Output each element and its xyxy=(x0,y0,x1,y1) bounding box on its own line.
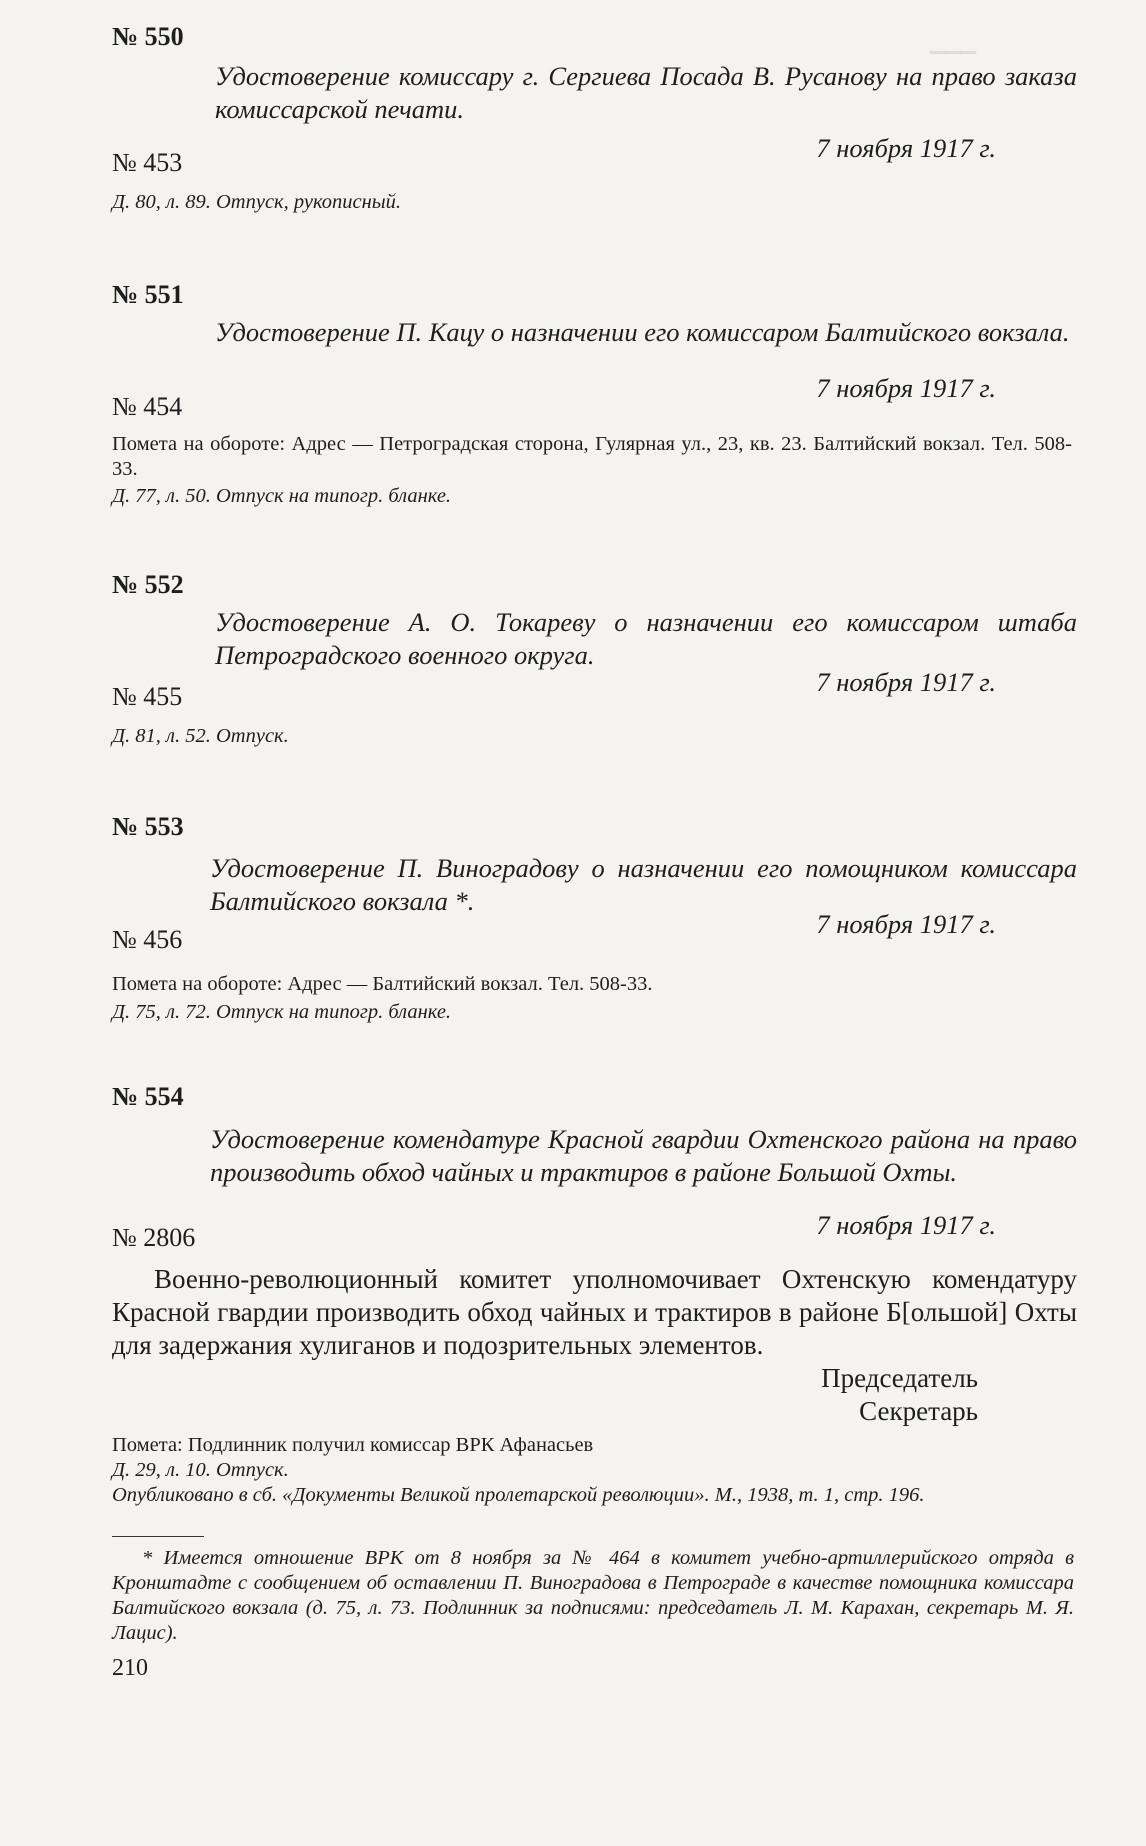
document-number: № 553 xyxy=(112,812,184,841)
signature-secretary: Секретарь xyxy=(859,1396,978,1426)
document-number: № 554 xyxy=(112,1082,184,1111)
document-date: 7 ноября 1917 г. xyxy=(816,909,996,939)
document-title: Удостоверение комендатуре Красной гвардии Охтенского района на право производить обход чайных и трактиров в районе Большой Охты. xyxy=(210,1124,1077,1187)
reverse-side-note: Помета на обороте: Адрес — Петроградская сторона, Гулярная ул., 23, кв. 23. Балтийский вокзал. Тел. 508-33. xyxy=(112,433,1072,480)
publication-note: Опубликовано в сб. «Документы Великой пролетарской революции». М., 1938, т. 1, стр. 196. xyxy=(112,1484,925,1506)
document-title: Удостоверение А. О. Токареву о назначении его комиссаром штаба Петроградского военного округа. xyxy=(215,607,1077,670)
document-sub-number: № 455 xyxy=(112,682,183,711)
archive-note: Д. 77, л. 50. Отпуск на типогр. бланке. xyxy=(112,485,452,507)
document-number: № 550 xyxy=(112,22,184,51)
document-date: 7 ноября 1917 г. xyxy=(816,1210,996,1240)
document-title: Удостоверение П. Кацу о назначении его комиссаром Балтийского вокзала. xyxy=(215,317,1070,347)
footnote-rule xyxy=(112,1536,204,1537)
document-title: Удостоверение комиссару г. Сергиева Посада В. Русанову на право заказа комиссарской печати. xyxy=(215,61,1077,124)
bleed-through-mark: ▁▁▁ xyxy=(930,32,977,54)
signature-chairman: Председатель xyxy=(821,1363,978,1393)
document-number: № 552 xyxy=(112,570,184,599)
document-title: Удостоверение П. Виноградову о назначении его помощником комиссара Балтийского вокзала *. xyxy=(210,853,1077,916)
document-number: № 551 xyxy=(112,280,184,309)
footnote: * Имеется отношение ВРК от 8 ноября за № 464 в комитет учебно-артиллерийского отряда в Кронштадте с сообщением об оставлении П. Виноградова в Петрограде в качестве помощника комиссара Балтийского вокзала (д. 75, л. 73. Подлинник за подписями: председатель Л. М. Карахан, секретарь М. Я. Лацис). xyxy=(112,1547,1074,1644)
page-number: 210 xyxy=(112,1655,148,1681)
archive-note: Д. 81, л. 52. Отпуск. xyxy=(112,725,289,747)
document-body: Военно-революционный комитет уполномочивает Охтенскую комендатуру Красной гвардии производить обход чайных и трактиров в районе Б[ольшой] Охты для задержания хулиганов и подозрительных элементов. xyxy=(112,1264,1077,1360)
document-date: 7 ноября 1917 г. xyxy=(816,373,996,403)
document-sub-number: № 2806 xyxy=(112,1223,196,1252)
document-date: 7 ноября 1917 г. xyxy=(816,667,996,697)
reverse-side-note: Помета на обороте: Адрес — Балтийский вокзал. Тел. 508-33. xyxy=(112,973,653,995)
archive-note: Д. 75, л. 72. Отпуск на типогр. бланке. xyxy=(112,1001,452,1023)
document-sub-number: № 456 xyxy=(112,925,183,954)
document-sub-number: № 454 xyxy=(112,392,183,421)
archive-note: Д. 29, л. 10. Отпуск. xyxy=(112,1459,289,1481)
document-date: 7 ноября 1917 г. xyxy=(816,133,996,163)
document-sub-number: № 453 xyxy=(112,148,183,177)
archive-note: Д. 80, л. 89. Отпуск, рукописный. xyxy=(112,191,402,213)
publication-note: Помета: Подлинник получил комиссар ВРК Афанасьев xyxy=(112,1434,594,1456)
